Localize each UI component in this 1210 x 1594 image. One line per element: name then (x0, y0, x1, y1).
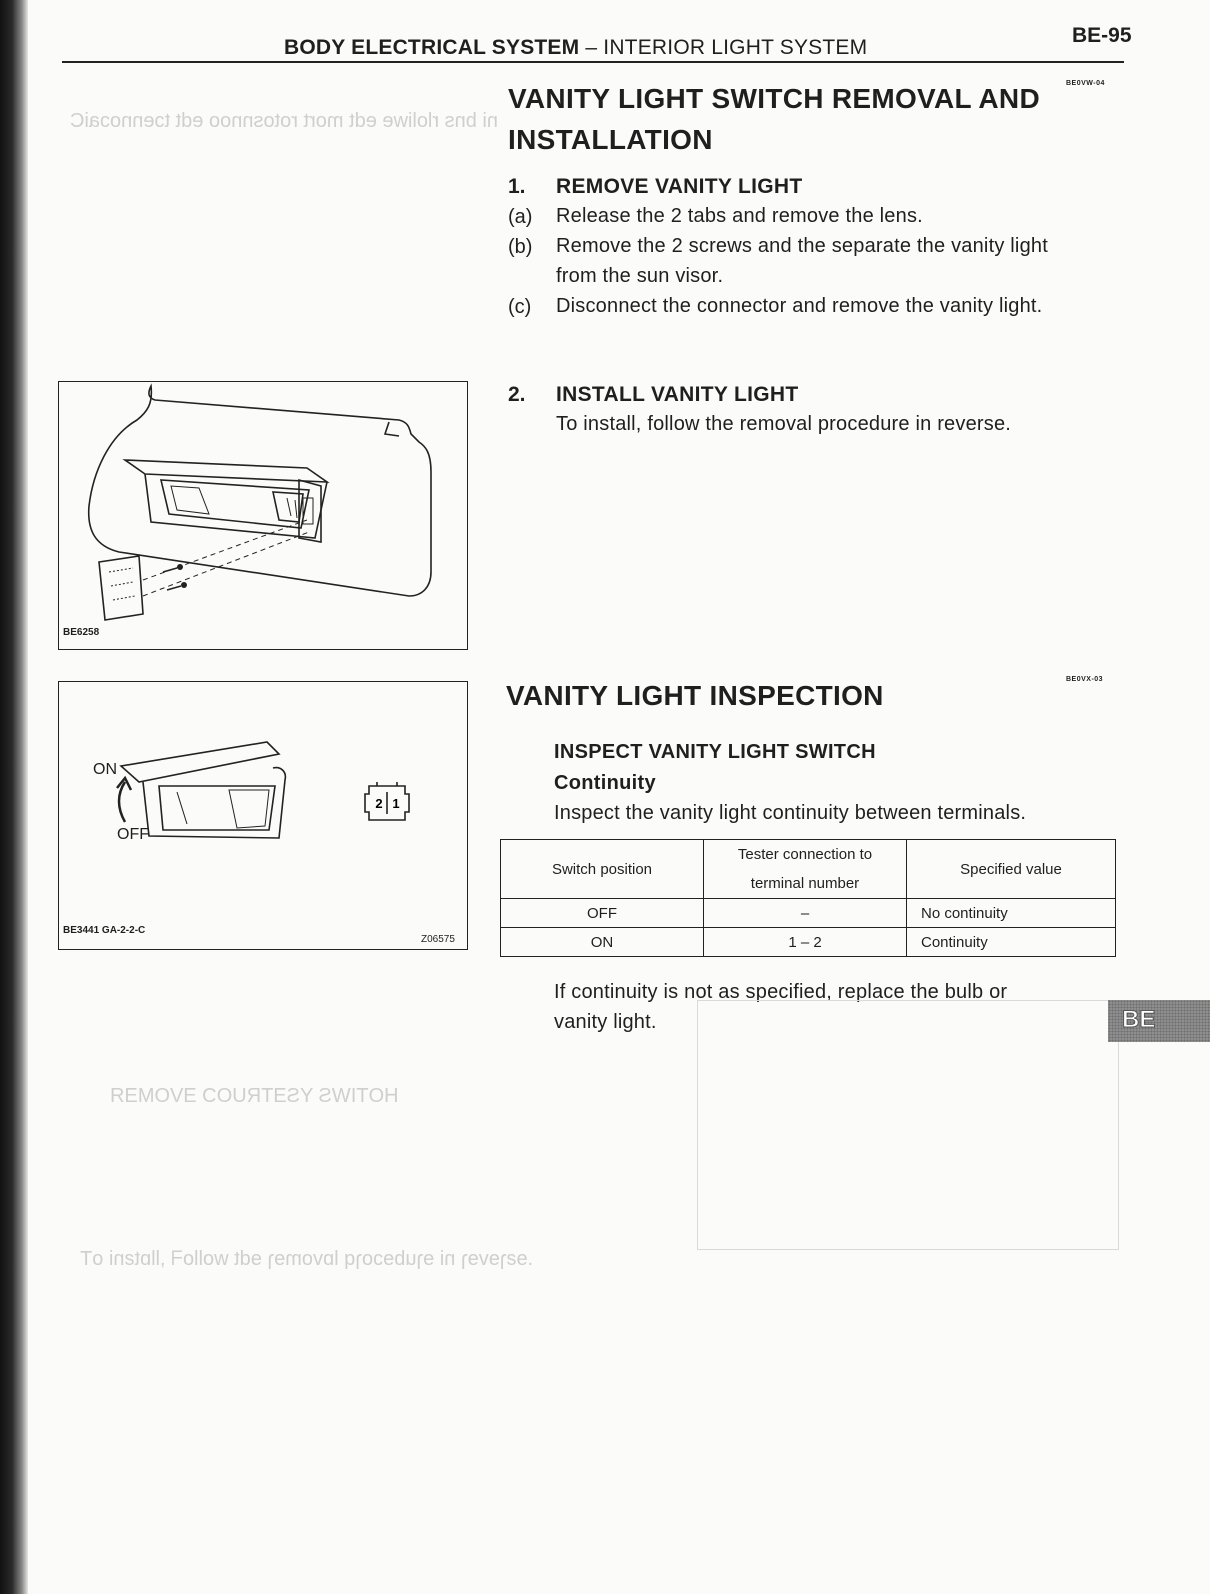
step-number: 2. (508, 383, 526, 406)
table-header-row (501, 840, 1116, 899)
section-code: BE0VW-04 (1066, 80, 1105, 87)
switch-on-label: ON (93, 761, 117, 778)
connector-pin-1: 1 (392, 796, 400, 811)
inspection-result: If continuity is not as specified, replace the bulb or vanity light. (554, 981, 1008, 1033)
cell-terminals: 1 – 2 (704, 928, 907, 957)
section-side-tab: BE (1108, 1000, 1210, 1042)
substep-label: (b) (508, 236, 533, 258)
step-text: To install, follow the removal procedure in reverse. (556, 413, 1012, 435)
step-number: 1. (508, 175, 526, 198)
inspection-heading: VANITY LIGHT INSPECTION (506, 680, 884, 711)
step-title: REMOVE VANITY LIGHT (556, 175, 803, 198)
cell-terminals: – (704, 899, 907, 928)
figure-vanity-switch (58, 681, 468, 950)
cell-position: ON (501, 928, 704, 957)
bleed-through-text: HOTIWS YSƎTRUOƆ ƎVOMƎЯ (110, 1085, 399, 1107)
bleed-through-text: ni bns rloliwe edt mort rotosnnoo edt tɔennoɔaiC (70, 110, 499, 132)
cell-value: Continuity (907, 928, 1116, 957)
figure-vanity-light-removal (58, 381, 468, 650)
step-title: INSTALL VANITY LIGHT (556, 383, 799, 406)
inspection-instruction: Inspect the vanity light continuity between terminals. (554, 802, 1027, 824)
header-switch-position: Switch position (501, 840, 704, 899)
substep-text: Remove the 2 screws and the separate the vanity light from the sun visor. (556, 235, 1048, 287)
substep-text: Release the 2 tabs and remove the lens. (556, 205, 923, 227)
continuity-table (500, 839, 1116, 957)
sun-visor-illustration (59, 382, 467, 649)
inspection-subtitle: INSPECT VANITY LIGHT SWITCH (554, 741, 876, 763)
connector-pin-2: 2 (375, 796, 383, 811)
continuity-label: Continuity (554, 772, 656, 794)
section-title: BODY ELECTRICAL SYSTEM – INTERIOR LIGHT SYSTEM (284, 36, 868, 59)
figure-code: BE3441 GA-2-2-C (63, 925, 146, 936)
cell-position: OFF (501, 899, 704, 928)
substep-label: (a) (508, 206, 533, 228)
header-rule (62, 61, 1124, 63)
figure-code: BE6258 (63, 627, 100, 638)
bleed-through-text: .ɘƨɿɘvɘɿ ni ɘɿubɘɔoɿq lɒvomɘɿ ɘdt wolloᖷ ,llɒtƨni oT (80, 1248, 534, 1270)
bleed-through-figure (697, 1000, 1119, 1250)
page-binding-shadow (0, 0, 28, 1594)
switch-off-label: OFF (117, 826, 149, 843)
cell-value: No continuity (907, 899, 1116, 928)
header-specified-value: Specified value (907, 840, 1116, 899)
section-code: BE0VX-03 (1066, 676, 1104, 683)
table-row (501, 899, 1116, 928)
table-row (501, 928, 1116, 957)
switch-illustration (59, 682, 467, 949)
page-number: BE-95 (1072, 24, 1132, 47)
substep-text: Disconnect the connector and remove the vanity light. (556, 295, 1043, 317)
substep-label: (c) (508, 296, 532, 318)
figure-code-right: Z06575 (421, 934, 455, 945)
removal-heading: VANITY LIGHT SWITCH REMOVAL AND INSTALLATION (508, 83, 1040, 155)
header-tester-connection: Tester connection to terminal number (704, 840, 907, 899)
